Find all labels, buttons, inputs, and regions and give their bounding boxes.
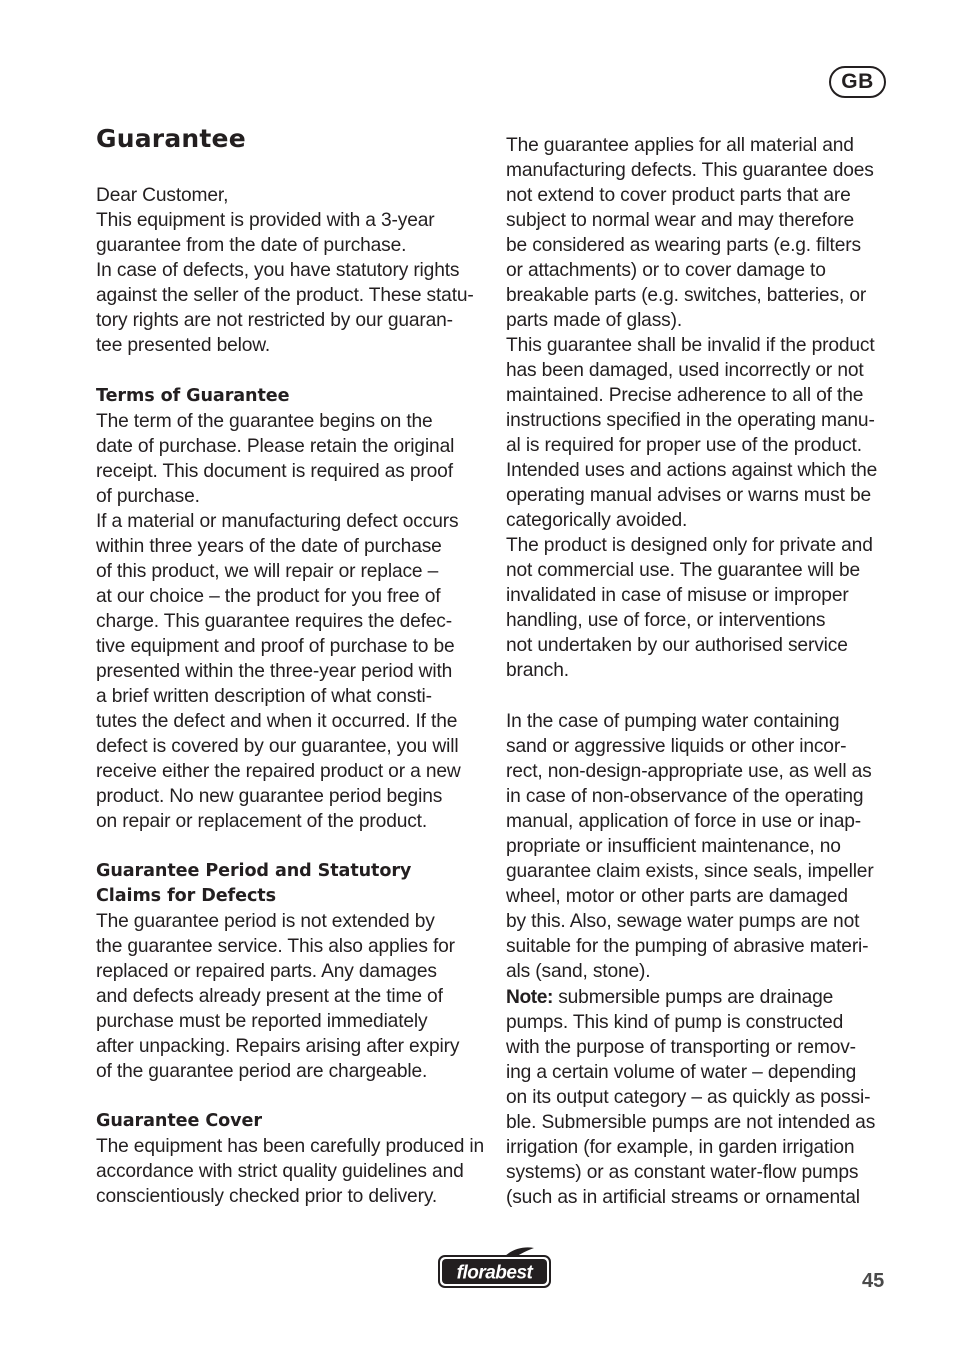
heading-line: Guarantee Period and Statutory xyxy=(96,861,412,881)
text-line: against the seller of the product. These statu- xyxy=(96,285,474,306)
cover-heading: Guarantee Cover xyxy=(96,1111,262,1131)
text-line: Dear Customer, xyxy=(96,185,229,206)
text-line: breakable parts (e.g. switches, batteries, or xyxy=(506,285,867,306)
text-line: receive either the repaired product or a new xyxy=(96,761,461,782)
text-line: rect, non-design-appropriate use, as well as xyxy=(506,761,872,782)
text-line: by this. Also, sewage water pumps are not xyxy=(506,911,860,932)
page-title: Guarantee xyxy=(96,124,246,153)
logo-text: florabest xyxy=(456,1262,533,1284)
text-line: tory rights are not restricted by our guaran- xyxy=(96,310,453,331)
text-line: conscientiously checked prior to delivery. xyxy=(96,1186,438,1207)
text-line: irrigation (for example, in garden irrigation xyxy=(506,1137,855,1158)
text-line: with the purpose of transporting or remov- xyxy=(506,1037,856,1058)
text-line: be considered as wearing parts (e.g. filters xyxy=(506,235,861,256)
text-line: tee presented below. xyxy=(96,335,271,356)
text-line: after unpacking. Repairs arising after expiry xyxy=(96,1036,460,1057)
text-line: subject to normal wear and may therefore xyxy=(506,210,855,231)
note-first-line xyxy=(506,985,833,1010)
text-line: at our choice – the product for you free of xyxy=(96,586,441,607)
text-line: product. No new guarantee period begins xyxy=(96,786,443,807)
text-line: a brief written description of what consti- xyxy=(96,686,432,707)
text-line: presented within the three-year period with xyxy=(96,661,453,682)
text-line: guarantee claim exists, since seals, impeller xyxy=(506,861,874,882)
heading-line: Claims for Defects xyxy=(96,886,276,906)
text-line: The equipment has been carefully produced in xyxy=(96,1136,485,1157)
text-line: in case of non-observance of the operating xyxy=(506,786,864,807)
text-line: or attachments) or to cover damage to xyxy=(506,260,826,281)
language-code: GB xyxy=(841,70,874,93)
page-number: 45 xyxy=(862,1270,885,1292)
text-line: pumps. This kind of pump is constructed xyxy=(506,1012,844,1033)
text-line: propriate or insufficient maintenance, no xyxy=(506,836,841,857)
text-line: systems) or as constant water-flow pumps xyxy=(506,1162,859,1183)
text-line: In case of defects, you have statutory rights xyxy=(96,260,460,281)
text-line: accordance with strict quality guidelines and xyxy=(96,1161,464,1182)
text-line: replaced or repaired parts. Any damages xyxy=(96,961,437,982)
text-line: In the case of pumping water containing xyxy=(506,711,840,732)
text-line: ble. Submersible pumps are not intended as xyxy=(506,1112,876,1133)
text-line: and defects already present at the time of xyxy=(96,986,443,1007)
text-line: guarantee from the date of purchase. xyxy=(96,235,407,256)
language-badge xyxy=(829,66,886,98)
text-line: tive equipment and proof of purchase to be xyxy=(96,636,455,657)
text-line: date of purchase. Please retain the original xyxy=(96,436,455,457)
terms-heading: Terms of Guarantee xyxy=(96,386,290,406)
text-line: of the guarantee period are chargeable. xyxy=(96,1061,428,1082)
text-line: sand or aggressive liquids or other incor- xyxy=(506,736,847,757)
text-line: als (sand, stone). xyxy=(506,961,651,982)
text-line: The guarantee period is not extended by xyxy=(96,911,435,932)
text-line: on repair or replacement of the product. xyxy=(96,811,428,832)
text-line: on its output category – as quickly as possi- xyxy=(506,1087,871,1108)
text-line: not undertaken by our authorised service xyxy=(506,635,848,656)
text-line: instructions specified in the operating manu- xyxy=(506,410,875,431)
text-line: not extend to cover product parts that are xyxy=(506,185,851,206)
text-line: The guarantee applies for all material and xyxy=(506,135,854,156)
text-line: al is required for proper use of the product. xyxy=(506,435,862,456)
text-line: categorically avoided. xyxy=(506,510,688,531)
text-line: has been damaged, used incorrectly or not xyxy=(506,360,864,381)
text-line: The term of the guarantee begins on the xyxy=(96,411,433,432)
text-line: invalidated in case of misuse or improper xyxy=(506,585,849,606)
text-line: ing a certain volume of water – depending xyxy=(506,1062,857,1083)
text-line: operating manual advises or warns must be xyxy=(506,485,871,506)
text-line: of this product, we will repair or replace – xyxy=(96,561,439,582)
text-line: branch. xyxy=(506,660,569,681)
text-line: Intended uses and actions against which the xyxy=(506,460,878,481)
text-line: purchase must be reported immediately xyxy=(96,1011,428,1032)
text-line: charge. This guarantee requires the defec- xyxy=(96,611,452,632)
note-text: submersible pumps are drainage xyxy=(553,987,834,1008)
text-line: the guarantee service. This also applies for xyxy=(96,936,455,957)
text-line: This guarantee shall be invalid if the product xyxy=(506,335,875,356)
text-line: manual, application of force in use or inap- xyxy=(506,811,861,832)
text-line: suitable for the pumping of abrasive materi- xyxy=(506,936,869,957)
text-line: (such as in artificial streams or ornamental xyxy=(506,1187,860,1208)
text-line: manufacturing defects. This guarantee does xyxy=(506,160,874,181)
text-line: of purchase. xyxy=(96,486,200,507)
text-line: This equipment is provided with a 3-year xyxy=(96,210,435,231)
florabest-logo xyxy=(438,1245,551,1289)
text-line: If a material or manufacturing defect occurs xyxy=(96,511,459,532)
text-line: maintained. Precise adherence to all of the xyxy=(506,385,864,406)
text-line: The product is designed only for private and xyxy=(506,535,873,556)
text-line: wheel, motor or other parts are damaged xyxy=(506,886,848,907)
text-line: receipt. This document is required as proof xyxy=(96,461,453,482)
text-line: parts made of glass). xyxy=(506,310,683,331)
text-line: not commercial use. The guarantee will be xyxy=(506,560,860,581)
text-line: within three years of the date of purchase xyxy=(96,536,442,557)
text-line: defect is covered by our guarantee, you will xyxy=(96,736,459,757)
note-label: Note: xyxy=(506,987,554,1008)
text-line: handling, use of force, or interventions xyxy=(506,610,826,631)
text-line: tutes the defect and when it occurred. If the xyxy=(96,711,458,732)
